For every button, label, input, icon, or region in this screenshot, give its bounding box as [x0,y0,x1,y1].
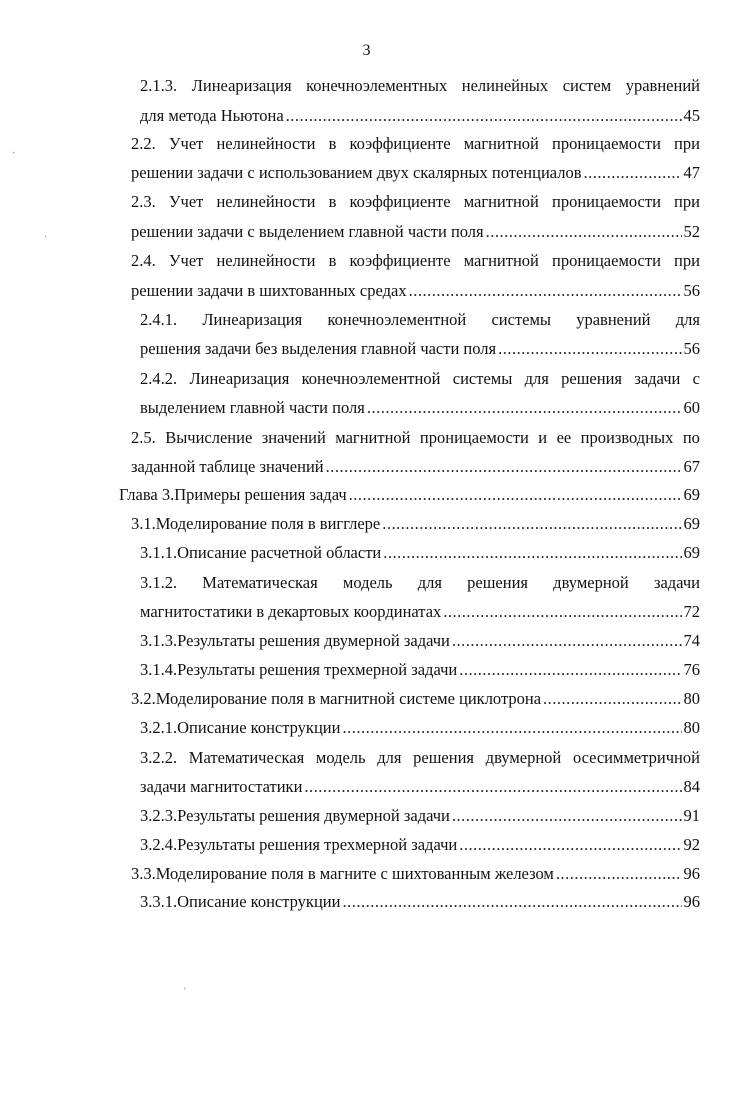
title-continuation: решения задачи без выделения главной части поля [140,339,497,358]
toc-line-cont [140,396,700,420]
page-ref: 76 [683,660,700,679]
title-continuation: решении задачи в шихтованных средах [131,281,407,300]
page-ref: 69 [683,485,700,504]
toc-entry-3-3 [131,862,700,886]
toc-line [131,426,700,450]
title-word: двумерной [485,748,562,767]
title-word: модель [315,748,366,767]
section-number: 2.5. [131,428,156,447]
title-word: в [328,251,337,270]
toc-entry-3-1-4 [140,658,700,682]
section-number: 3.2.2. [140,748,178,767]
section-title: Описание конструкции [177,718,341,737]
toc-line [140,367,700,391]
page-ref: 45 [683,106,700,125]
toc-line-cont [140,337,700,361]
dot-leader [459,658,681,682]
toc-line-cont [140,600,700,624]
title-word: осесимметричной [572,748,700,767]
title-word: с [692,369,700,388]
title-word: магнитной [463,134,539,153]
toc-entry-3-1 [131,512,700,536]
page-ref: 67 [683,457,700,476]
title-word: проницаемости [551,251,661,270]
title-word: проницаемости [419,428,529,447]
title-word: в [328,192,337,211]
dot-leader [452,804,682,828]
title-word: конечноэлементных [306,76,448,95]
title-word: Линеаризация [202,310,303,329]
title-word: коэффициенте [349,251,451,270]
toc-entry-3-3-1 [140,890,700,914]
section-number: 2.4. [131,251,156,270]
page-ref: 80 [683,718,700,737]
page-ref: 96 [683,892,700,911]
dot-leader [459,833,681,857]
title-word: модель [342,573,393,592]
page-ref: 96 [683,864,700,883]
title-word: производных [580,428,674,447]
dot-leader [304,775,681,799]
section-number: 3.1.1. [140,543,178,562]
title-word: Линеаризация [191,76,292,95]
toc-line [140,571,700,595]
title-continuation: задачи магнитостатики [140,777,303,796]
title-word: проницаемости [551,192,661,211]
title-word: Линеаризация [189,369,290,388]
title-word: по [682,428,700,447]
section-title: Моделирование поля в вигглере [155,514,381,533]
title-word: при [674,251,700,270]
title-word: для [524,369,549,388]
dot-leader [382,512,681,536]
dot-leader [584,161,682,185]
dot-leader [383,541,681,565]
section-number: 3.2.1. [140,718,178,737]
dot-leader [556,862,682,886]
dot-leader [543,687,681,711]
toc-entry-3-2 [131,687,700,711]
page-ref: 47 [683,163,700,182]
title-word: для [377,748,402,767]
scan-speck: · [183,984,187,995]
toc-line [140,74,700,98]
section-number: 2.4.2. [140,369,178,388]
dot-leader [342,890,681,914]
dot-leader [349,483,682,507]
title-word: магнитной [463,251,539,270]
section-number: 3.1.3. [140,631,178,650]
title-word: Математическая [202,573,318,592]
section-title: Результаты решения трехмерной задачи [177,660,458,679]
title-word: для [417,573,442,592]
toc-entry-3-1-3 [140,629,700,653]
title-continuation: магнитостатики в декартовых координатах [140,602,442,621]
section-number: 3.3.1. [140,892,178,911]
toc-line [131,249,700,273]
title-word: ее [556,428,572,447]
title-word: Вычисление [165,428,253,447]
section-number: 3.3. [131,864,156,883]
toc-entry-chapter-3 [119,483,700,507]
title-word: нелинейных [461,76,549,95]
toc-line [131,132,700,156]
chapter-title: Примеры решения задач [174,485,347,504]
title-word: Математическая [188,748,305,767]
page-ref: 80 [683,689,700,708]
title-word: системы [452,369,513,388]
title-continuation: решении задачи с использованием двух скалярных потенциалов [131,163,582,182]
toc-line [140,746,700,770]
title-word: Учет [168,251,204,270]
page-ref: 92 [683,835,700,854]
toc-entry-3-1-1 [140,541,700,565]
page-ref: 56 [683,281,700,300]
title-word: при [674,134,700,153]
title-word: уравнений [576,310,651,329]
title-word: проницаемости [551,134,661,153]
title-word: системы [491,310,552,329]
title-word: нелинейности [216,134,316,153]
section-number: 2.3. [131,192,156,211]
section-number: 3.1.4. [140,660,178,679]
dot-leader [286,104,682,128]
chapter-number: Глава 3. [119,485,175,504]
section-number: 3.1. [131,514,156,533]
scan-speck: · [44,232,48,243]
title-word: нелинейности [216,251,316,270]
title-word: коэффициенте [349,192,451,211]
page-ref: 52 [683,222,700,241]
dot-leader [326,455,682,479]
section-number: 2.2. [131,134,156,153]
title-word: для [675,310,700,329]
title-word: Учет [168,134,204,153]
title-word: систем [562,76,612,95]
toc-line-cont [131,161,700,185]
title-continuation: выделением главной части поля [140,398,365,417]
dot-leader [452,629,682,653]
dot-leader [498,337,681,361]
title-word: решения [467,573,528,592]
title-word: Учет [168,192,204,211]
toc-line-cont [131,455,700,479]
toc-line-cont [131,279,700,303]
toc-entry-3-2-3 [140,804,700,828]
section-title: Результаты решения двумерной задачи [177,631,450,650]
section-number: 2.4.1. [140,310,178,329]
page-ref: 74 [683,631,700,650]
title-continuation: для метода Ньютона [140,106,284,125]
title-word: задачи [634,369,681,388]
title-word: задачи [653,573,700,592]
page-ref: 69 [683,543,700,562]
dot-leader [367,396,682,420]
scan-speck: · [12,148,16,159]
section-title: Описание расчетной области [177,543,382,562]
section-title: Моделирование поля в магните с шихтованным железом [155,864,554,883]
section-number: 3.2. [131,689,156,708]
title-continuation: решении задачи с выделением главной части поля [131,222,484,241]
section-title: Результаты решения трехмерной задачи [177,835,458,854]
title-word: конечноэлементной [301,369,441,388]
page-ref: 56 [683,339,700,358]
page-ref: 91 [683,806,700,825]
title-word: нелинейности [216,192,316,211]
title-word: магнитной [335,428,411,447]
section-title: Описание конструкции [177,892,341,911]
dot-leader [409,279,682,303]
title-word: решения [561,369,622,388]
page-ref: 84 [683,777,700,796]
title-continuation: заданной таблице значений [131,457,324,476]
page-ref: 72 [683,602,700,621]
section-number: 3.2.4. [140,835,178,854]
dot-leader [443,600,681,624]
title-word: решения [413,748,474,767]
section-title: Результаты решения двумерной задачи [177,806,450,825]
page-ref: 60 [683,398,700,417]
title-word: уравнений [625,76,700,95]
toc-entry-3-2-4 [140,833,700,857]
toc-line [131,190,700,214]
title-word: значений [261,428,326,447]
toc-line-cont [131,220,700,244]
title-word: двумерной [553,573,629,592]
section-title: Моделирование поля в магнитной системе циклотрона [155,689,542,708]
title-word: магнитной [463,192,539,211]
dot-leader [486,220,682,244]
section-number: 3.1.2. [140,573,178,592]
toc-entry-3-2-1 [140,716,700,740]
title-word: в [328,134,337,153]
toc-line-cont [140,104,700,128]
title-word: и [538,428,548,447]
page-number: 3 [362,42,371,59]
title-word: конечноэлементной [327,310,467,329]
page-ref: 69 [683,514,700,533]
title-word: при [674,192,700,211]
toc-line [140,308,700,332]
title-word: коэффициенте [349,134,451,153]
section-number: 3.2.3. [140,806,178,825]
dot-leader [342,716,681,740]
toc-line-cont [140,775,700,799]
section-number: 2.1.3. [140,76,178,95]
